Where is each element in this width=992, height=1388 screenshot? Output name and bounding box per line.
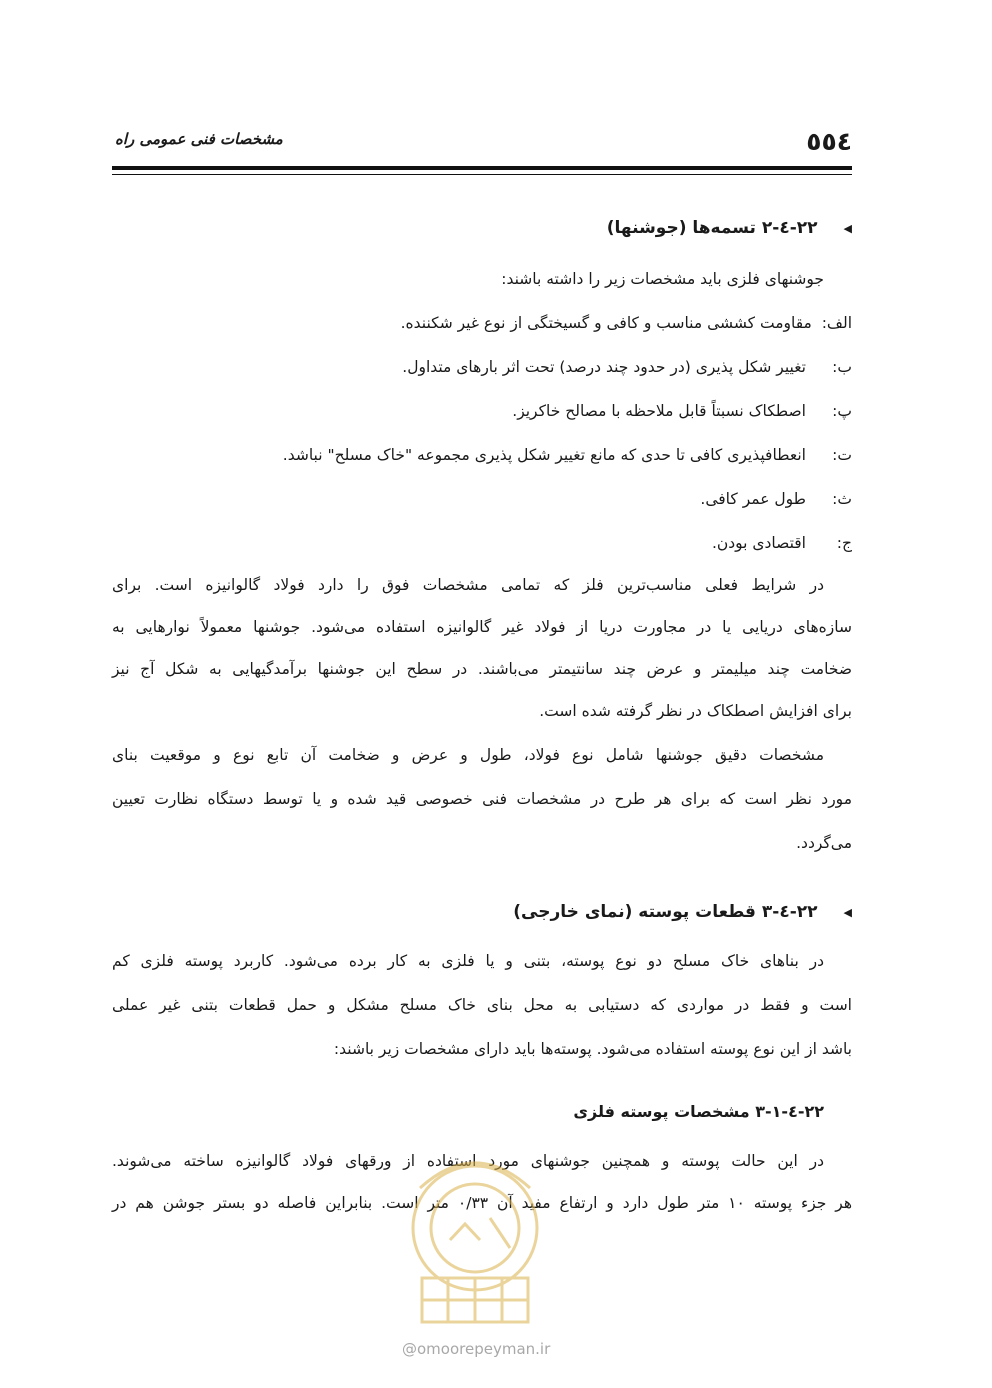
- paragraph-line: در شرایط فعلی مناسب‌ترین فلز که تمامی مشخصات فوق را دارد فولاد گالوانیزه است. برای: [112, 576, 824, 594]
- paragraph-line: هر جزء پوسته ۱۰ متر طول دارد و ارتفاع مفید آن ۰/۳۳ متر است. بنابراین فاصله دو بستر جوشن هم در: [112, 1194, 852, 1212]
- section-heading-text: ۲۲-٤-۳ قطعات پوسته (نمای خارجی): [513, 902, 818, 922]
- list-item-text: مقاومت کششی مناسب و کافی و گسیختگی از نوع غیر شکننده.: [400, 314, 812, 332]
- bullet-icon: ◀: [843, 905, 852, 919]
- paragraph-line: است و فقط در مواردی که دستیابی به محل بنای خاک مسلح مشکل و حمل قطعات بتنی غیر عملی: [112, 996, 852, 1014]
- list-item-letter: ج:: [836, 534, 852, 552]
- paragraph-line: در بناهای خاک مسلح دو نوع پوسته، بتنی و یا فلزی به کار برده می‌شود. کاربرد پوسته فلزی کم: [112, 952, 824, 970]
- list-item-text: اصطکاک نسبتاً قابل ملاحظه با مصالح خاکریز.: [512, 402, 806, 420]
- paragraph-line: مشخصات دقیق جوشنها شامل نوع فولاد، طول و عرض و ضخامت آن تابع نوع و موقعیت بنای: [112, 746, 824, 764]
- section-heading-text: ۲۲-٤-۲ تسمه‌ها (جوشنها): [606, 218, 818, 238]
- paragraph-line: برای افزایش اصطکاک در نظر گرفته شده است.: [539, 702, 852, 720]
- list-item-text: طول عمر کافی.: [700, 490, 806, 508]
- bullet-icon: ◀: [843, 221, 852, 235]
- list-item-letter: پ:: [832, 402, 852, 420]
- list-item-letter: ث:: [832, 490, 852, 508]
- list-item: [401, 314, 852, 332]
- list-item-text: اقتصادی بودن.: [711, 534, 806, 552]
- paragraph-line: مورد نظر است که برای هر طرح در مشخصات فنی خصوصی قید شده و یا توسط دستگاه نظارت تعیین: [112, 790, 852, 808]
- paragraph-line: در این حالت پوسته و همچنین جوشنهای مورد استفاده از ورقهای فولاد گالوانیزه ساخته می‌شوند.: [112, 1152, 824, 1170]
- list-item-letter: الف:: [821, 314, 852, 332]
- watermark-seal-icon: [380, 1128, 570, 1328]
- paragraph-line: باشد از این نوع پوسته استفاده می‌شود. پوسته‌ها باید دارای مشخصات زیر باشند:: [333, 1040, 852, 1058]
- paragraph-line: ضخامت چند میلیمتر و عرض چند سانتیمتر می‌باشند. در سطح این جوشنها برآمدگیهایی به شکل آج نیز: [112, 660, 852, 678]
- list-item-text: تغییر شکل پذیری (در حدود چند درصد) تحت اثر بارهای متداول.: [402, 358, 806, 376]
- running-header-title: مشخصات فنی عمومی راه: [115, 130, 283, 148]
- page-number: ٥٥٤: [806, 127, 852, 156]
- section-heading: [607, 218, 852, 238]
- list-item-letter: ب:: [832, 358, 852, 376]
- list-item-text: انعطافپذیری کافی تا حدی که مانع تغییر شکل پذیری مجموعه "خاک مسلح" نباشد.: [282, 446, 806, 464]
- list-item-letter: ت:: [832, 446, 852, 464]
- paragraph-line: می‌گردد.: [796, 834, 852, 852]
- watermark-url: @omoorepeyman.ir: [402, 1340, 551, 1358]
- intro-text: جوشنهای فلزی باید مشخصات زیر را داشته باشند:: [501, 270, 824, 288]
- section-heading: [513, 902, 852, 922]
- header-rule-thick: [112, 166, 852, 170]
- paragraph-line: سازه‌های دریایی یا در مجاورت دریا از فولاد غیر گالوانیزه استفاده می‌شود. جوشنها معمولاً نوارهایی به: [112, 618, 852, 636]
- subsection-heading: ۲۲-٤-۳-۱ مشخصات پوسته فلزی: [573, 1102, 824, 1121]
- header-rule-thin: [112, 174, 852, 175]
